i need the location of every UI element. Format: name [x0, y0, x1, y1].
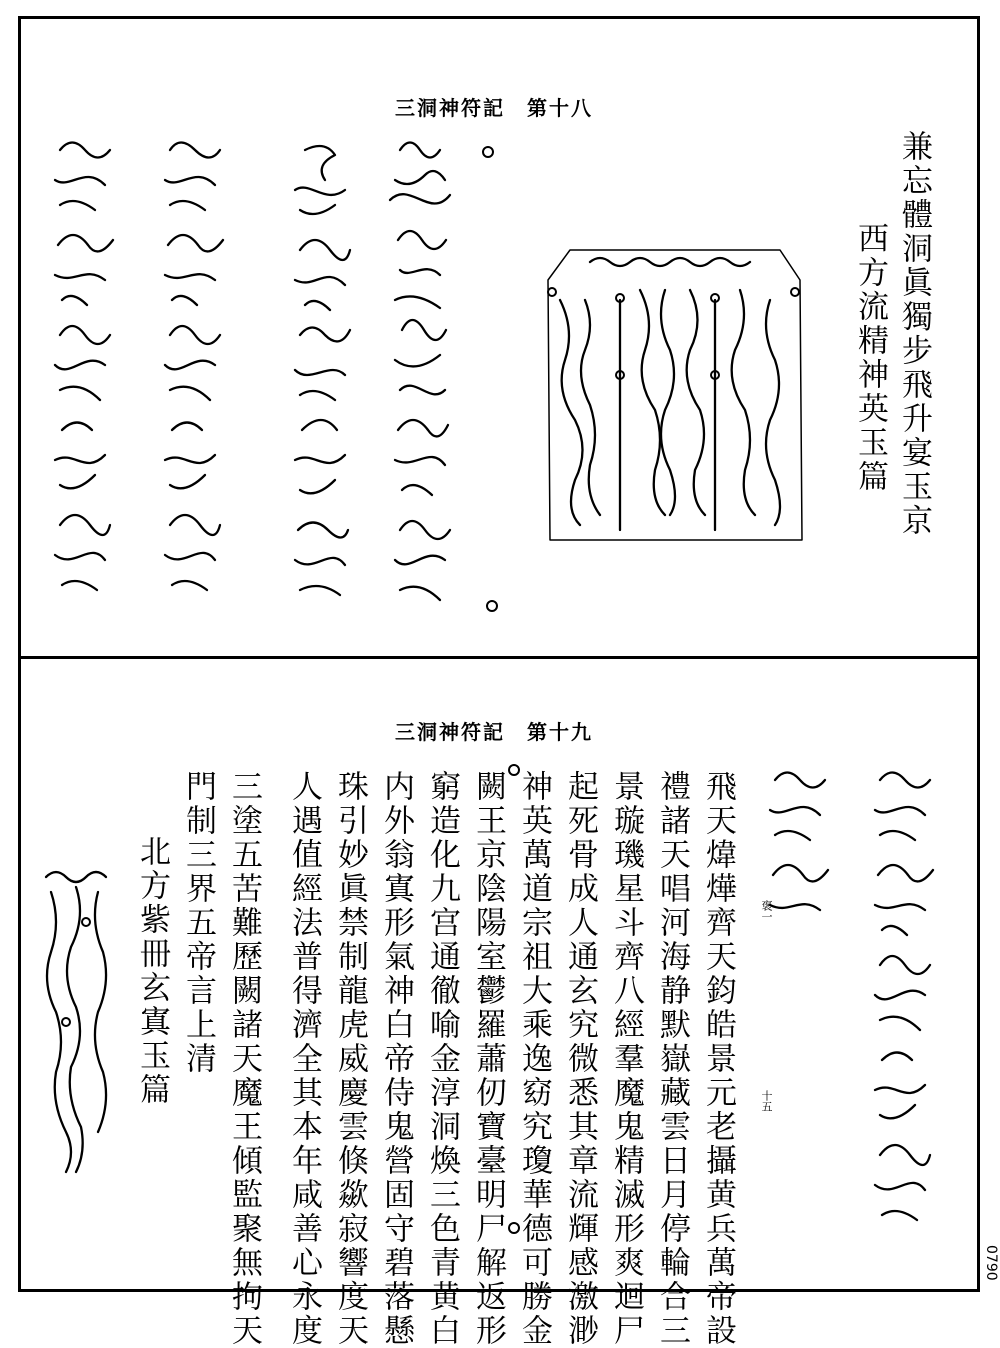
- text-column: 起死骨成人通玄究微悉其章流輝感激渺: [562, 770, 598, 1348]
- talisman-glyph-columns-bottom: [760, 760, 960, 1230]
- glyph-column-2: [165, 143, 223, 591]
- text-column: 内外翁寘形氣神白帝侍鬼營固守碧落懸: [378, 770, 414, 1348]
- glyph-column-4: [390, 143, 450, 601]
- text-column: 闕王京陰陽室鬱羅蕭仞寶臺明尸解返形: [470, 770, 506, 1348]
- panel-divider: [18, 656, 980, 659]
- text-column: 神英萬道宗祖大乘逸窈究瓊華德可勝金: [516, 770, 552, 1348]
- top-title-line-2: 西方流精神英玉篇: [852, 222, 888, 494]
- text-column: 飛天煒燁齊天鈞皓景元老攝黄兵萬帝設: [700, 770, 736, 1348]
- text-column: 珠引妙眞禁制龍虎威慶雲倏歘寂響度天: [332, 770, 368, 1348]
- text-column: 窮造化九宫通徹喻金淳洞煥三色青黄白: [424, 770, 460, 1348]
- top-title-line-1: 兼忘體洞眞獨步飛升宴玉京: [896, 130, 932, 538]
- text-column-title: 北方紫冊玄寘玉篇: [134, 835, 170, 1107]
- marginal-note: 十五: [760, 1090, 773, 1112]
- glyph-column-1: [55, 143, 113, 591]
- talisman-glyph-columns: [40, 130, 480, 620]
- glyph-column-3: [295, 146, 350, 595]
- bottom-page-header: 三洞神符記 第十九: [395, 720, 593, 744]
- glyph-column-left: [770, 773, 828, 911]
- page-number: 0790: [983, 1245, 999, 1281]
- text-column: 人遇值經法普得濟全其本年咸善心永度: [286, 770, 322, 1348]
- marker-circle: [486, 600, 498, 612]
- marker-circle: [482, 146, 494, 158]
- marginal-note: 褒一: [760, 900, 773, 922]
- top-page-header: 三洞神符記 第十八: [395, 96, 593, 120]
- text-column: 門制三界五帝言上清: [180, 770, 216, 1076]
- talisman-tall: [36, 862, 116, 1192]
- text-column: 禮諸天唱河海静默嶽藏雲日月停輪合三: [654, 770, 690, 1348]
- text-column: 景璇璣星斗齊八經羣魔鬼精滅形爽迴尸: [608, 770, 644, 1348]
- glyph-column-right: [875, 773, 933, 1221]
- talisman-seal: [540, 240, 810, 550]
- text-column: 三塗五苦難歷闕諸天魔王傾監聚無拘天: [226, 770, 262, 1348]
